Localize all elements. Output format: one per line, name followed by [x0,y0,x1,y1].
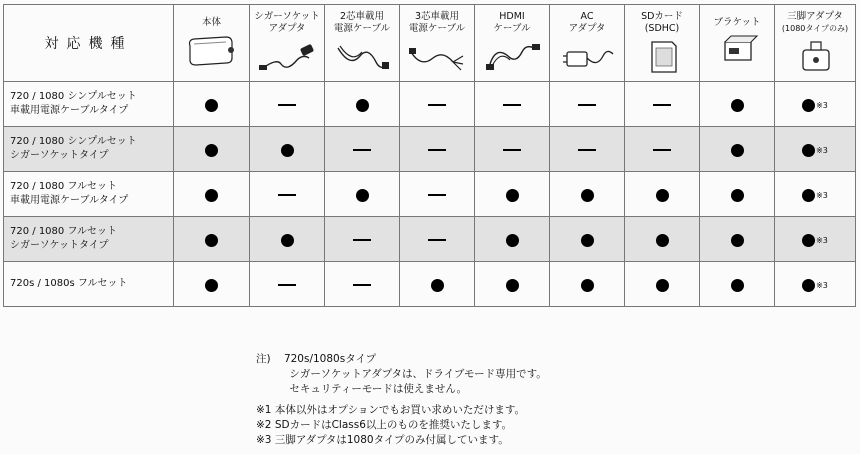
included-mark [205,99,218,112]
table-cell [700,82,775,127]
column-label: HDMI ケーブル [493,10,531,34]
ac-adapter-icon [550,38,624,76]
table-cell [325,262,400,307]
table-cell [400,127,475,172]
not-included-mark [353,149,371,151]
table-cell [625,262,700,307]
footnote-mark: ※3 [816,145,828,155]
column-header-3 [325,5,400,82]
not-included-mark [653,149,671,151]
table-cell [775,127,856,172]
table-cell [550,82,625,127]
table-cell [174,262,250,307]
column-label: 2芯車載用 電源ケーブル [333,10,391,34]
column-label: 三脚アダプタ [787,10,843,22]
included-mark [656,234,669,247]
footnote-mark: ※3 [816,100,828,110]
note-line: ※1 本体以外はオプションでもお買い求めいただけます。 [256,404,526,416]
table-row [4,262,856,307]
column-label: 本体 [201,16,221,28]
table-header-row [4,5,856,82]
row-model-name: 720 / 1080 シンプルセット シガーソケットタイプ [4,127,174,172]
table-cell [775,217,856,262]
included-mark [656,189,669,202]
column-sublabel: (1080タイプのみ) [781,23,849,33]
note-line: シガーソケットアダプタは、ドライブモード専用です。 [256,368,547,380]
included-mark [731,189,744,202]
column-header-2 [250,5,325,82]
included-mark [205,144,218,157]
included-mark [802,279,815,292]
corner-label: 対応機種 [4,5,174,82]
column-label: シガーソケット アダプタ [254,10,320,34]
column-label: ブラケット [713,16,761,28]
column-header-4 [400,5,475,82]
table-cell [700,262,775,307]
table-cell [625,82,700,127]
table-cell [400,172,475,217]
table-cell [775,82,856,127]
table-cell [174,217,250,262]
included-mark [356,189,369,202]
table-row [4,127,856,172]
table-cell [250,82,325,127]
table-cell [250,172,325,217]
table-row [4,172,856,217]
two-wire-cable-icon [325,38,399,76]
table-cell [250,262,325,307]
column-header-1 [174,5,250,82]
note-line: 注) 720s/1080sタイプ [256,353,377,365]
cigar-adapter-icon [250,38,324,76]
table-cell [550,262,625,307]
column-label: SDカード (SDHC) [641,10,683,34]
included-mark [731,234,744,247]
table-body [4,82,856,307]
tripod-adapter-icon [775,38,855,76]
not-included-mark [428,194,446,196]
included-mark [802,144,815,157]
table-cell [700,172,775,217]
included-mark [431,279,444,292]
table-cell [625,127,700,172]
column-header-6 [550,5,625,82]
table-row [4,217,856,262]
included-mark [205,279,218,292]
not-included-mark [653,104,671,106]
included-mark [802,189,815,202]
note-line: セキュリティーモードは使えません。 [256,383,468,395]
table-cell [475,172,550,217]
not-included-mark [278,194,296,196]
included-mark [731,99,744,112]
included-mark [281,144,294,157]
row-model-name: 720 / 1080 シンプルセット 車載用電源ケーブルタイプ [4,82,174,127]
included-mark [656,279,669,292]
not-included-mark [428,239,446,241]
notes-block [256,352,547,448]
not-included-mark [353,239,371,241]
column-label: 3芯車載用 電源ケーブル [408,10,466,34]
table-cell [475,217,550,262]
table-cell [325,82,400,127]
included-mark [802,99,815,112]
table-cell [775,262,856,307]
table-cell [550,172,625,217]
table-cell [700,127,775,172]
table-cell [400,82,475,127]
table-cell [250,217,325,262]
included-mark [205,234,218,247]
column-header-8 [700,5,775,82]
not-included-mark [578,149,596,151]
included-mark [802,234,815,247]
column-header-9 [775,5,856,82]
table-cell [400,262,475,307]
table-cell [625,172,700,217]
column-header-7 [625,5,700,82]
not-included-mark [278,284,296,286]
three-wire-cable-icon [400,38,474,76]
row-model-name: 720 / 1080 フルセット シガーソケットタイプ [4,217,174,262]
footnote-mark: ※3 [816,190,828,200]
note-line: ※2 SDカードはClass6以上のものを推奨いたします。 [256,419,513,431]
row-model-name: 720 / 1080 フルセット 車載用電源ケーブルタイプ [4,172,174,217]
note-line: ※3 三脚アダプタは1080タイプのみ付属しています。 [256,434,509,446]
accessory-table [3,4,856,307]
not-included-mark [428,104,446,106]
table-cell [475,82,550,127]
table-cell [775,172,856,217]
table-cell [475,262,550,307]
included-mark [205,189,218,202]
included-mark [356,99,369,112]
included-mark [506,279,519,292]
table-cell [325,172,400,217]
included-mark [506,234,519,247]
footnote-mark: ※3 [816,280,828,290]
not-included-mark [503,104,521,106]
not-included-mark [353,284,371,286]
not-included-mark [278,104,296,106]
column-label: AC アダプタ [568,10,606,34]
table-cell [700,217,775,262]
sd-card-icon [625,38,699,76]
included-mark [731,279,744,292]
included-mark [581,279,594,292]
included-mark [506,189,519,202]
table-cell [550,217,625,262]
not-included-mark [503,149,521,151]
table-cell [174,172,250,217]
table-cell [325,217,400,262]
not-included-mark [428,149,446,151]
table-cell [174,127,250,172]
table-cell [174,82,250,127]
table-cell [625,217,700,262]
hdmi-cable-icon [475,38,549,76]
camera-body-icon [174,32,249,70]
footnote-mark: ※3 [816,235,828,245]
table-cell [550,127,625,172]
included-mark [731,144,744,157]
bracket-icon [700,32,774,70]
column-header-5 [475,5,550,82]
row-model-name: 720s / 1080s フルセット [4,262,174,307]
included-mark [281,234,294,247]
table-row [4,82,856,127]
table-cell [325,127,400,172]
included-mark [581,234,594,247]
table-cell [475,127,550,172]
included-mark [581,189,594,202]
table-cell [400,217,475,262]
not-included-mark [578,104,596,106]
table-cell [250,127,325,172]
